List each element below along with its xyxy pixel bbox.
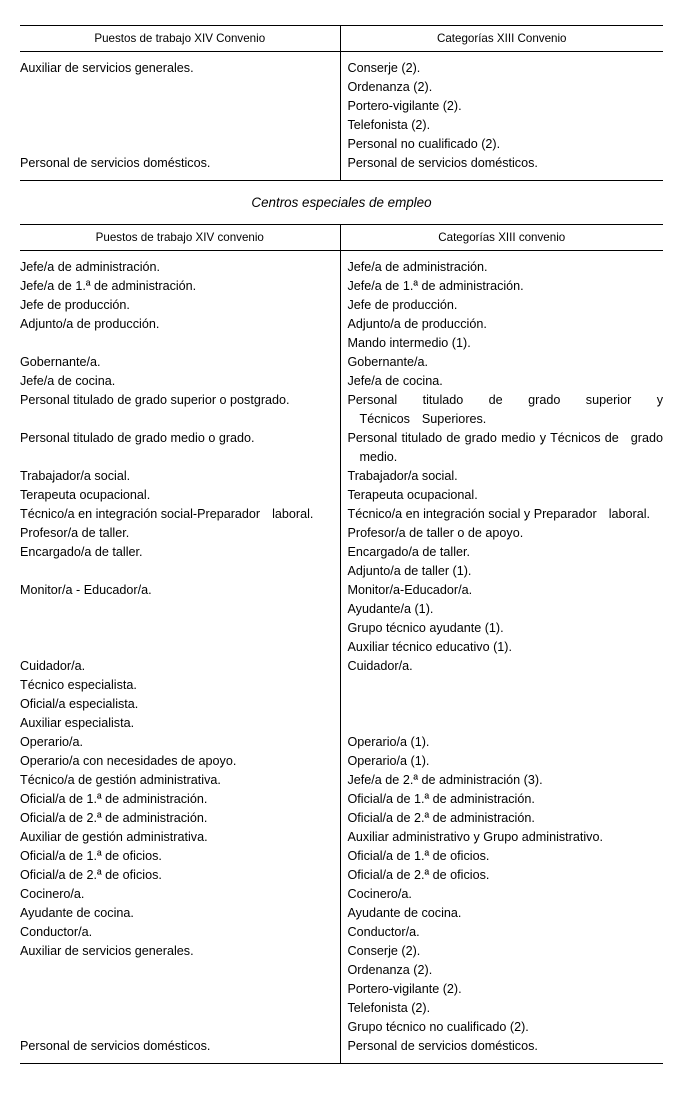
table-row xyxy=(20,714,663,733)
cell-puesto xyxy=(20,581,340,600)
cell-text: Auxiliar técnico educativo (1). xyxy=(347,640,512,654)
cell-text: Conductor/a. xyxy=(20,925,93,939)
cell-text xyxy=(348,505,664,524)
cell-text-line: laboral. xyxy=(272,507,314,521)
cell-puesto xyxy=(20,809,340,828)
cell-puesto xyxy=(20,790,340,809)
cell-text-line: Técnico/a en integración social y Preparador xyxy=(347,507,597,521)
table-row xyxy=(20,562,663,581)
table-1-header-col2: Categorías XIII Convenio xyxy=(340,26,663,52)
cell-categoria xyxy=(340,52,663,79)
table-row xyxy=(20,733,663,752)
cell-text-line: laboral. xyxy=(608,507,651,521)
table-row xyxy=(20,752,663,771)
cell-text: Personal no cualificado (2). xyxy=(347,137,501,151)
cell-categoria xyxy=(340,524,663,543)
cell-text: Oficial/a de 1.ª de oficios. xyxy=(20,849,162,863)
cell-categoria xyxy=(340,619,663,638)
cell-text: Jefe de producción. xyxy=(347,298,458,312)
cell-categoria xyxy=(340,942,663,961)
cell-text: Personal titulado de grado medio o grado. xyxy=(20,431,255,445)
table-row xyxy=(20,828,663,847)
cell-text: Cuidador/a. xyxy=(20,659,86,673)
cell-text: Adjunto/a de producción. xyxy=(347,317,487,331)
cell-puesto xyxy=(20,429,340,467)
cell-categoria xyxy=(340,315,663,334)
cell-categoria xyxy=(340,562,663,581)
cell-puesto xyxy=(20,904,340,923)
cell-categoria xyxy=(340,116,663,135)
cell-text: Ayudante/a (1). xyxy=(347,602,434,616)
cell-puesto xyxy=(20,733,340,752)
cell-puesto xyxy=(20,752,340,771)
cell-text: Monitor/a-Educador/a. xyxy=(347,583,473,597)
cell-text: Operario/a (1). xyxy=(347,735,430,749)
cell-text: Jefe/a de cocina. xyxy=(20,374,116,388)
cell-text: Gobernante/a. xyxy=(347,355,429,369)
table-row xyxy=(20,695,663,714)
cell-text xyxy=(20,619,332,638)
cell-text: Personal de servicios domésticos. xyxy=(20,1039,211,1053)
cell-text xyxy=(20,562,332,581)
cell-text xyxy=(20,1018,332,1037)
cell-puesto xyxy=(20,52,340,79)
table-row xyxy=(20,334,663,353)
cell-text: Auxiliar de servicios generales. xyxy=(20,944,194,958)
table-row xyxy=(20,524,663,543)
cell-text: Oficial/a de 1.ª de administración. xyxy=(20,792,208,806)
cell-puesto xyxy=(20,885,340,904)
table-row xyxy=(20,866,663,885)
table-2-header-col1: Puestos de trabajo XIV convenio xyxy=(20,225,340,251)
cell-categoria xyxy=(340,828,663,847)
table-row xyxy=(20,116,663,135)
cell-categoria xyxy=(340,714,663,733)
cell-puesto xyxy=(20,467,340,486)
table-row xyxy=(20,429,663,467)
cell-text xyxy=(20,600,332,619)
table-row xyxy=(20,486,663,505)
cell-puesto xyxy=(20,866,340,885)
cell-puesto xyxy=(20,847,340,866)
cell-categoria xyxy=(340,97,663,116)
cell-text: Oficial/a de 2.ª de oficios. xyxy=(347,868,490,882)
cell-puesto xyxy=(20,296,340,315)
table-row xyxy=(20,980,663,999)
cell-categoria xyxy=(340,695,663,714)
cell-categoria xyxy=(340,885,663,904)
cell-text: Personal de servicios domésticos. xyxy=(347,1039,538,1053)
cell-puesto xyxy=(20,543,340,562)
cell-text xyxy=(20,961,332,980)
cell-categoria xyxy=(340,733,663,752)
cell-puesto xyxy=(20,600,340,619)
table-row xyxy=(20,809,663,828)
cell-categoria xyxy=(340,752,663,771)
cell-puesto xyxy=(20,657,340,676)
cell-text: Cocinero/a. xyxy=(20,887,85,901)
table-row xyxy=(20,657,663,676)
cell-text xyxy=(20,78,332,97)
cell-text xyxy=(20,334,332,353)
cell-categoria xyxy=(340,334,663,353)
table-row xyxy=(20,225,663,251)
cell-text: Jefe de producción. xyxy=(20,298,130,312)
cell-categoria xyxy=(340,961,663,980)
cell-puesto xyxy=(20,999,340,1018)
table-row xyxy=(20,543,663,562)
cell-text: Oficial/a de 1.ª de oficios. xyxy=(347,849,490,863)
cell-text xyxy=(20,116,332,135)
cell-text: Adjunto/a de taller (1). xyxy=(347,564,472,578)
cell-categoria xyxy=(340,999,663,1018)
cell-text: Terapeuta ocupacional. xyxy=(20,488,151,502)
table-row xyxy=(20,315,663,334)
cell-puesto xyxy=(20,116,340,135)
cell-text: Jefe/a de 2.ª de administración (3). xyxy=(347,773,543,787)
cell-text: Telefonista (2). xyxy=(347,1001,431,1015)
cell-text: Telefonista (2). xyxy=(347,118,431,132)
table-row xyxy=(20,942,663,961)
cell-puesto xyxy=(20,315,340,334)
cell-categoria xyxy=(340,543,663,562)
cell-text: Grupo técnico ayudante (1). xyxy=(347,621,504,635)
table-2-body xyxy=(20,251,663,1064)
table-row xyxy=(20,885,663,904)
cell-text: Jefe/a de administración. xyxy=(20,260,161,274)
cell-text: Operario/a. xyxy=(20,735,83,749)
cell-puesto xyxy=(20,353,340,372)
cell-categoria xyxy=(340,78,663,97)
cell-text: Auxiliar especialista. xyxy=(20,716,135,730)
cell-puesto xyxy=(20,714,340,733)
cell-text: Adjunto/a de producción. xyxy=(20,317,160,331)
cell-puesto xyxy=(20,562,340,581)
cell-categoria xyxy=(340,296,663,315)
cell-puesto xyxy=(20,524,340,543)
top-spacer xyxy=(20,0,663,25)
cell-puesto xyxy=(20,97,340,116)
table-row xyxy=(20,790,663,809)
cell-text: Técnico especialista. xyxy=(20,678,137,692)
table-row xyxy=(20,353,663,372)
cell-text: Auxiliar de gestión administrativa. xyxy=(20,830,208,844)
cell-categoria xyxy=(340,372,663,391)
cell-text: Cuidador/a. xyxy=(347,659,413,673)
table-row xyxy=(20,52,663,79)
cell-puesto xyxy=(20,391,340,429)
table-row xyxy=(20,505,663,524)
cell-categoria xyxy=(340,866,663,885)
cell-text: Personal de servicios domésticos. xyxy=(20,156,211,170)
table-row xyxy=(20,999,663,1018)
cell-text xyxy=(348,391,664,429)
table-1-header-col1: Puestos de trabajo XIV Convenio xyxy=(20,26,340,52)
cell-puesto xyxy=(20,980,340,999)
cell-categoria xyxy=(340,1018,663,1037)
table-row xyxy=(20,277,663,296)
table-row xyxy=(20,771,663,790)
table-row xyxy=(20,251,663,278)
cell-text xyxy=(20,638,332,657)
cell-categoria xyxy=(340,980,663,999)
cell-categoria xyxy=(340,847,663,866)
cell-text: Trabajador/a social. xyxy=(347,469,458,483)
table-1-header xyxy=(20,26,663,52)
table-row xyxy=(20,296,663,315)
cell-categoria xyxy=(340,581,663,600)
cell-text-line: Personal titulado de grado medio y Técnicos de xyxy=(347,431,619,445)
cell-categoria xyxy=(340,277,663,296)
table-row xyxy=(20,676,663,695)
cell-text: Técnico/a de gestión administrativa. xyxy=(20,773,221,787)
cell-text: Ayudante de cocina. xyxy=(347,906,462,920)
cell-text: Cocinero/a. xyxy=(347,887,412,901)
cell-puesto xyxy=(20,486,340,505)
cell-puesto xyxy=(20,619,340,638)
table-row xyxy=(20,467,663,486)
table-row xyxy=(20,97,663,116)
equivalence-table-1 xyxy=(20,25,663,180)
equivalence-table-2 xyxy=(20,224,663,1063)
cell-text: Trabajador/a social. xyxy=(20,469,131,483)
cell-categoria xyxy=(340,353,663,372)
cell-text: Terapeuta ocupacional. xyxy=(347,488,478,502)
section-title: Centros especiales de empleo xyxy=(251,195,432,210)
cell-categoria xyxy=(340,809,663,828)
cell-categoria xyxy=(340,467,663,486)
cell-text: Jefe/a de 1.ª de administración. xyxy=(347,279,524,293)
cell-text xyxy=(20,980,332,999)
cell-text: Conserje (2). xyxy=(347,61,421,75)
cell-text: Personal titulado de grado superior o postgrado. xyxy=(20,393,290,407)
cell-categoria xyxy=(340,251,663,278)
cell-text: Grupo técnico no cualificado (2). xyxy=(347,1020,529,1034)
cell-text xyxy=(20,999,332,1018)
cell-puesto xyxy=(20,334,340,353)
cell-puesto xyxy=(20,1018,340,1037)
cell-text: Oficial/a de 2.ª de administración. xyxy=(347,811,535,825)
cell-text: Jefe/a de 1.ª de administración. xyxy=(20,279,197,293)
cell-categoria xyxy=(340,638,663,657)
cell-puesto xyxy=(20,942,340,961)
cell-puesto xyxy=(20,923,340,942)
cell-puesto xyxy=(20,1037,340,1063)
table-2-header xyxy=(20,225,663,251)
cell-text: Ordenanza (2). xyxy=(347,80,433,94)
cell-categoria xyxy=(340,600,663,619)
cell-text: Conductor/a. xyxy=(347,925,420,939)
table-2-header-col2: Categorías XIII convenio xyxy=(340,225,663,251)
cell-text xyxy=(348,695,664,714)
cell-text xyxy=(348,676,664,695)
cell-text: Personal de servicios domésticos. xyxy=(347,156,538,170)
cell-categoria xyxy=(340,904,663,923)
cell-puesto xyxy=(20,638,340,657)
cell-categoria xyxy=(340,391,663,429)
cell-text: Ordenanza (2). xyxy=(347,963,433,977)
cell-text: Portero-vigilante (2). xyxy=(347,982,462,996)
cell-text: Oficial/a de 1.ª de administración. xyxy=(347,792,535,806)
cell-text: Auxiliar administrativo y Grupo administrativo. xyxy=(347,830,603,844)
cell-text xyxy=(20,505,332,524)
cell-categoria xyxy=(340,1037,663,1063)
cell-puesto xyxy=(20,135,340,154)
cell-puesto xyxy=(20,372,340,391)
cell-puesto xyxy=(20,695,340,714)
cell-puesto xyxy=(20,154,340,180)
cell-categoria xyxy=(340,486,663,505)
table-1-body xyxy=(20,52,663,181)
cell-text-line: Técnico/a en integración social-Preparador xyxy=(20,507,261,521)
table-row xyxy=(20,135,663,154)
table-row xyxy=(20,638,663,657)
cell-text: Oficial/a especialista. xyxy=(20,697,139,711)
cell-text: Monitor/a - Educador/a. xyxy=(20,583,152,597)
cell-categoria xyxy=(340,657,663,676)
cell-text: Profesor/a de taller o de apoyo. xyxy=(347,526,524,540)
cell-puesto xyxy=(20,961,340,980)
table-row xyxy=(20,391,663,429)
cell-puesto xyxy=(20,78,340,97)
cell-categoria xyxy=(340,676,663,695)
table-row xyxy=(20,581,663,600)
cell-text: Portero-vigilante (2). xyxy=(347,99,462,113)
table-row xyxy=(20,154,663,180)
cell-text: Operario/a (1). xyxy=(347,754,430,768)
cell-puesto xyxy=(20,676,340,695)
table-2-bottom-rule xyxy=(20,1063,663,1064)
cell-puesto xyxy=(20,771,340,790)
cell-text xyxy=(348,714,664,733)
table-row xyxy=(20,1018,663,1037)
table-row xyxy=(20,923,663,942)
cell-text: Oficial/a de 2.ª de administración. xyxy=(20,811,208,825)
cell-puesto xyxy=(20,505,340,524)
cell-categoria xyxy=(340,923,663,942)
table-row xyxy=(20,600,663,619)
cell-categoria xyxy=(340,154,663,180)
table-row xyxy=(20,78,663,97)
cell-text: Ayudante de cocina. xyxy=(20,906,134,920)
cell-text: Jefe/a de administración. xyxy=(347,260,488,274)
cell-text-line: Personal titulado de grado superior y Técnicos xyxy=(347,393,663,426)
cell-text xyxy=(348,429,664,467)
cell-text xyxy=(20,97,332,116)
cell-text: Profesor/a de taller. xyxy=(20,526,130,540)
table-row xyxy=(20,904,663,923)
table-row xyxy=(20,619,663,638)
cell-categoria xyxy=(340,505,663,524)
cell-categoria xyxy=(340,135,663,154)
table-row xyxy=(20,372,663,391)
table-row xyxy=(20,1037,663,1063)
cell-text: Mando intermedio (1). xyxy=(347,336,471,350)
cell-text: Oficial/a de 2.ª de oficios. xyxy=(20,868,162,882)
cell-text: Encargado/a de taller. xyxy=(347,545,471,559)
table-row xyxy=(20,847,663,866)
table-row xyxy=(20,26,663,52)
cell-puesto xyxy=(20,277,340,296)
cell-text-line: grado medio. xyxy=(359,431,663,464)
cell-puesto xyxy=(20,828,340,847)
cell-text: Operario/a con necesidades de apoyo. xyxy=(20,754,237,768)
cell-text: Auxiliar de servicios generales. xyxy=(20,61,194,75)
cell-text: Conserje (2). xyxy=(347,944,421,958)
cell-text: Jefe/a de cocina. xyxy=(347,374,443,388)
cell-text: Gobernante/a. xyxy=(20,355,101,369)
cell-categoria xyxy=(340,771,663,790)
cell-text-line: Superiores. xyxy=(421,412,487,426)
table-row xyxy=(20,961,663,980)
cell-categoria xyxy=(340,429,663,467)
cell-puesto xyxy=(20,251,340,278)
cell-text: Encargado/a de taller. xyxy=(20,545,143,559)
cell-categoria xyxy=(340,790,663,809)
cell-text xyxy=(20,135,332,154)
